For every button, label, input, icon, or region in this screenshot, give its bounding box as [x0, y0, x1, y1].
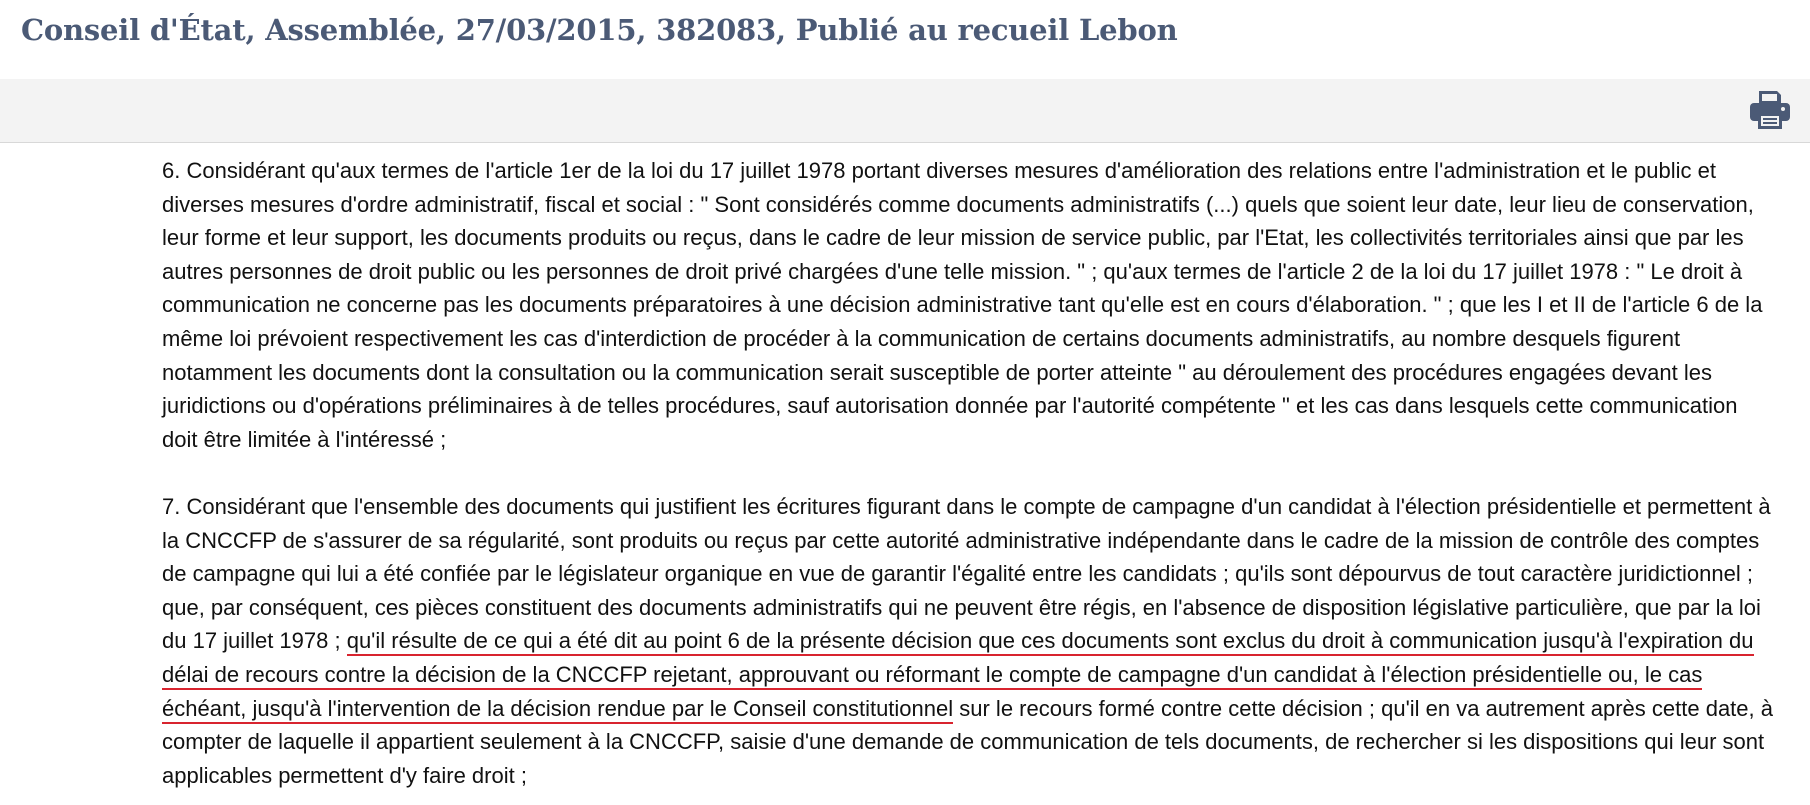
paragraph-7-underlined-passage: qu'il résulte de ce qui a été dit au point 6 de la présente décision que ces documents sont exclus du droit à communication jusqu'à l'expiration du délai de recours contre la décision de la CNCCFP rejetant, approuvant ou réformant le compte de campagne d'un candidat à l'élection présidentielle ou, le cas échéant, jusqu'à l'intervention de la décision rendue par le Conseil constitutionnel — [162, 628, 1754, 723]
print-button[interactable] — [1748, 89, 1792, 131]
paragraph-6: 6. Considérant qu'aux termes de l'article 1er de la loi du 17 juillet 1978 portant diverses mesures d'amélioration des relations entre l'administration et le public et diverses mesures d'ordre administratif, fiscal et social : " Sont considérés comme documents administratifs (...) quels que soient leur date, leur lieu de conservation, leur forme et leur support, les documents produits ou reçus, dans le cadre de leur mission de service public, par l'Etat, les collectivités territoriales ainsi que par les autres personnes de droit public ou les personnes de droit privé chargées d'une telle mission. " ; qu'aux termes de l'article 2 de la loi du 17 juillet 1978 : " Le droit à communication ne concerne pas les documents préparatoires à une décision administrative tant qu'elle est en cours d'élaboration. " ; que les I et II de l'article 6 de la même loi prévoient respectivement les cas d'interdiction de procéder à la communication de certains documents administratifs, au nombre desquels figurent notamment les documents dont la consultation ou la communication serait susceptible de porter atteinte " au déroulement des procédures engagées devant les juridictions ou d'opérations préliminaires à de telles procédures, sauf autorisation donnée par l'autorité compétente " et les cas dans lesquels cette communication doit être limitée à l'intéressé ; — [162, 158, 1763, 452]
paragraph-7-before: 7. Considérant que l'ensemble des documents qui justifient les écritures figurant dans le compte de campagne d'un candidat à l'élection présidentielle et permettent à la CNCCFP de s'assurer de sa régularité, sont produits ou reçus par cette autorité administrative indépendante dans le cadre de la mission de contrôle des comptes de campagne qui lui a été confiée par le législateur organique en vue de garantir l'égalité entre les candidats ; qu'ils sont dépourvus de tout caractère juridictionnel ; que, par conséquent, ces pièces constituent des documents administratifs qui ne peuvent être régis, en l'absence de disposition législative particulière, que par la loi du 17 juillet 1978 ; — [162, 493, 1771, 654]
page-title: Conseil d'État, Assemblée, 27/03/2015, 382083, Publié au recueil Lebon — [21, 13, 1178, 47]
decision-text — [162, 154, 1778, 805]
title-bar — [0, 0, 1810, 79]
paragraph-7 — [162, 490, 1778, 792]
print-icon — [1748, 89, 1792, 131]
paragraph-7-after: sur le recours formé contre cette décision ; qu'il en va autrement après cette date, à compter de laquelle il appartient seulement à la CNCCFP, saisie d'une demande de communication de tels documents, de rechercher si les dispositions qui leur sont applicables permettent d'y faire droit ; — [162, 695, 1773, 788]
toolbar — [0, 79, 1810, 143]
